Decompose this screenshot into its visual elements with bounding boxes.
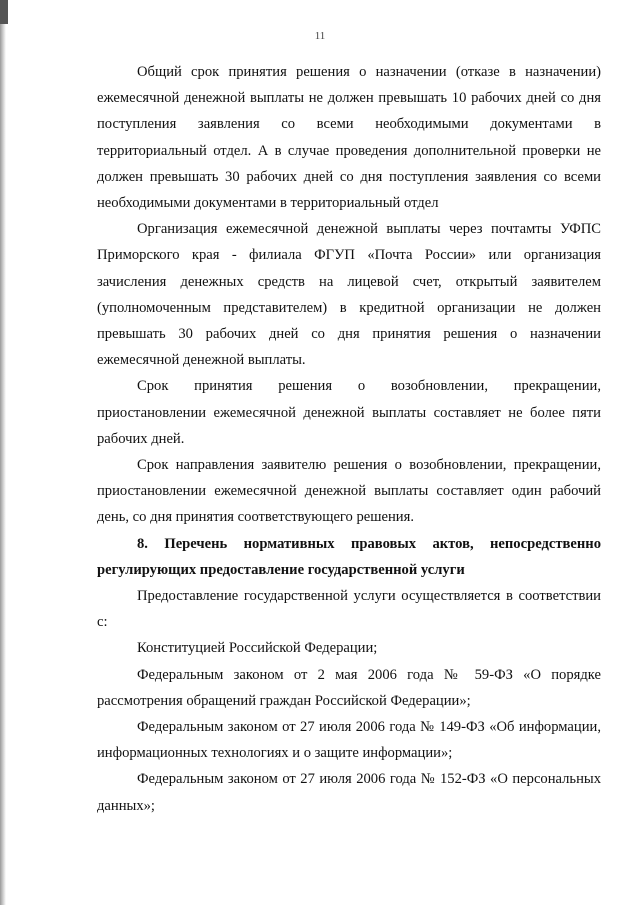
paragraph-notification-term: Срок направления заявителю решения о возобновлении, прекращении, приостановлении ежемесячной денежной выплаты составляет один рабочий день, со дня принятия соответствующего решения. xyxy=(97,457,601,526)
document-body xyxy=(97,59,601,819)
paragraph-basis: Предоставление государственной услуги осуществляется в соответствии с: xyxy=(97,588,601,631)
list-item-law-152: Федеральным законом от 27 июля 2006 года № 152-ФЗ «О персональных данных»; xyxy=(97,771,601,814)
list-item-law-149: Федеральным законом от 27 июля 2006 года № 149-ФЗ «Об информации, информационных технологиях и о защите информации»; xyxy=(97,719,601,762)
paragraph-decision-term: Общий срок принятия решения о назначении (отказе в назначении) ежемесячной денежной выплаты не должен превышать 10 рабочих дней со дня поступления заявления со всеми необходимыми документами в территориальный отдел. А в случае проведения дополнительной проверки не должен превышать 30 рабочих дней со дня поступления заявления со всеми необходимыми документами в территориальный отдел xyxy=(97,64,601,212)
list-item-constitution: Конституцией Российской Федерации; xyxy=(137,640,378,657)
page-number: 11 xyxy=(314,30,326,42)
paragraph-payment-organization: Организация ежемесячной денежной выплаты через почтамты УФПС Приморского края - филиала ФГУП «Почта России» или организация зачисления денежных средств на лицевой счет, открытый заявителем (уполномоченным представителем) в кредитной организации не должен превышать 30 рабочих дней со дня принятия решения о назначении ежемесячной денежной выплаты. xyxy=(97,221,601,369)
list-item-law-59: Федеральным законом от 2 мая 2006 года № 59-ФЗ «О порядке рассмотрения обращений граждан Российской Федерации»; xyxy=(97,666,601,709)
section-heading: 8. Перечень нормативных правовых актов, непосредственно регулирующих предоставление государственной услуги xyxy=(97,535,601,578)
scan-corner-mark xyxy=(0,0,8,24)
scan-left-edge xyxy=(0,0,6,905)
paragraph-resume-term: Срок принятия решения о возобновлении, прекращении, приостановлении ежемесячной денежной выплаты составляет не более пяти рабочих дней. xyxy=(97,378,601,447)
